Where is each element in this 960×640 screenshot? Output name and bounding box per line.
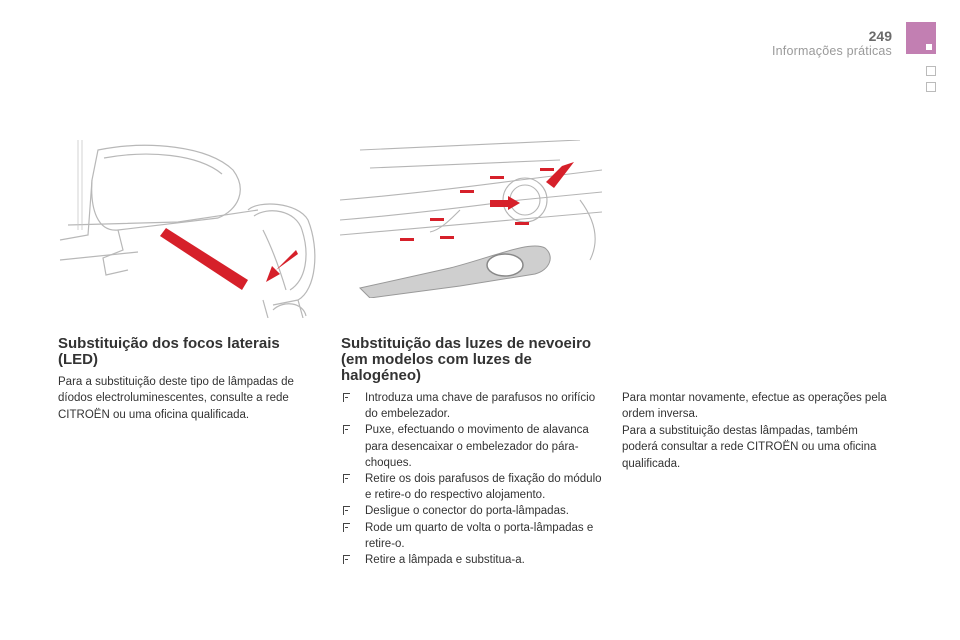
- list-item: Introduza uma chave de parafusos no orifício do embelezador.: [341, 390, 611, 422]
- list-item: Desligue o conector do porta-lâmpadas.: [341, 503, 611, 519]
- tab-marker-icon: [926, 44, 932, 50]
- foglamp-steps-list: [341, 390, 611, 568]
- bullet-icon: [343, 555, 350, 564]
- led-section-body: Para a substituição deste tipo de lâmpadas de díodos electroluminescentes, consulte a rede CITROËN ou uma oficina qualificada.: [58, 376, 294, 421]
- chapter-box-icon: [926, 66, 936, 76]
- screw-icon: [515, 222, 529, 225]
- screw-icon: [400, 238, 414, 241]
- screw-icon: [490, 176, 504, 179]
- arrow-icon: [546, 162, 574, 188]
- reassembly-text: Para montar novamente, efectue as operações pela ordem inversa.: [622, 392, 887, 421]
- list-item: Puxe, efectuando o movimento de alavanca para desencaixar o embelezador do pára-choques.: [341, 422, 611, 471]
- bullet-icon: [343, 523, 350, 532]
- screw-icon: [540, 168, 554, 171]
- led-section-title: Substituição dos focos laterais (LED): [58, 335, 280, 368]
- arrow-icon: [508, 196, 520, 210]
- chapter-tab: [906, 22, 936, 54]
- mirror-led-illustration: [58, 140, 320, 318]
- bullet-icon: [343, 393, 350, 402]
- screw-icon: [430, 218, 444, 221]
- page-number: 249: [868, 28, 892, 44]
- foglamp-illustration: [340, 140, 602, 298]
- screw-icon: [460, 190, 474, 193]
- bullet-icon: [343, 474, 350, 483]
- list-item: Retire os dois parafusos de fixação do módulo e retire-o do respectivo alojamento.: [341, 471, 611, 503]
- screw-icon: [440, 236, 454, 239]
- list-item: Rode um quarto de volta o porta-lâmpadas e retire-o.: [341, 520, 611, 552]
- list-item: Retire a lâmpada e substitua-a.: [341, 552, 611, 568]
- bullet-icon: [343, 506, 350, 515]
- arrow-icon: [160, 228, 248, 290]
- bullet-icon: [343, 425, 350, 434]
- dealer-text: Para a substituição destas lâmpadas, também poderá consultar a rede CITROËN ou uma oficina qualificada.: [622, 424, 877, 470]
- section-title: Informações práticas: [771, 44, 892, 58]
- foglamp-section-title: Substituição das luzes de nevoeiro (em modelos com luzes de halogéneo): [341, 335, 592, 384]
- reassembly-notes: [622, 390, 892, 472]
- chapter-box-icon: [926, 82, 936, 92]
